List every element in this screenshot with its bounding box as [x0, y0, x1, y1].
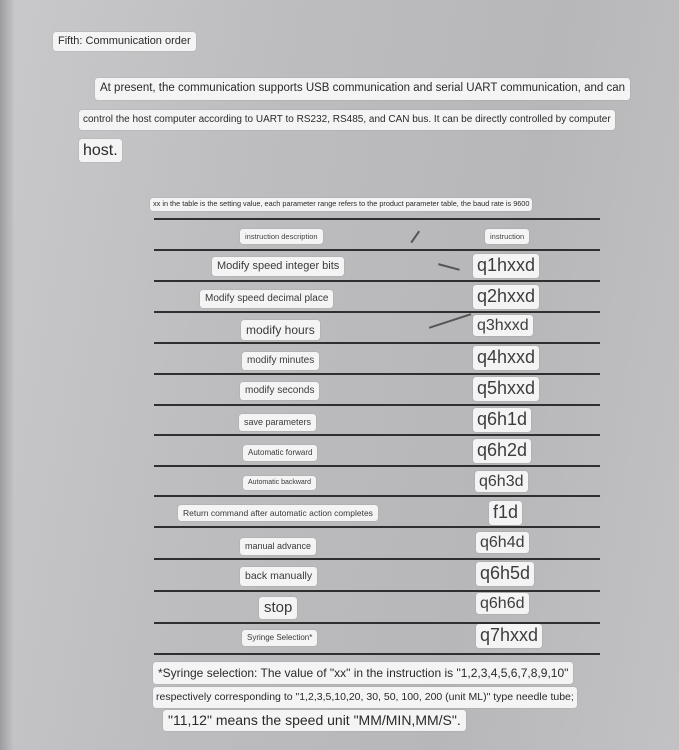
table-rule [154, 404, 600, 406]
row-description: Syringe Selection* [242, 630, 317, 646]
row-description: save parameters [239, 414, 316, 431]
row-description: back manually [240, 567, 317, 586]
pencil-mark [429, 313, 471, 328]
page-edge [0, 0, 14, 750]
intro-line-1: At present, the communication supports USB communication and serial UART communication, and can [95, 78, 630, 100]
row-instruction: q6h1d [473, 408, 531, 432]
row-description: modify seconds [240, 382, 319, 400]
row-description: Return command after automatic action completes [178, 505, 378, 521]
intro-line-3: host. [79, 139, 122, 162]
row-instruction: q2hxxd [473, 285, 539, 309]
section-heading: Fifth: Communication order [53, 32, 196, 51]
row-description: modify hours [241, 320, 320, 340]
column-header-description: instruction description [240, 229, 323, 244]
row-instruction: q6h2d [473, 439, 531, 463]
table-rule [154, 249, 600, 251]
row-instruction: q6h3d [475, 471, 528, 492]
row-instruction: q6h5d [476, 562, 534, 586]
table-rule [154, 526, 600, 528]
row-instruction: q3hxxd [473, 315, 533, 336]
table-rule [154, 280, 600, 282]
table-rule [154, 465, 600, 467]
row-description: Automatic forward [243, 445, 317, 461]
table-rule [154, 653, 600, 655]
row-description: manual advance [240, 538, 316, 555]
row-description: Modify speed decimal place [200, 290, 333, 308]
table-caption: xx in the table is the setting value, each parameter range refers to the product parameter table, the baud rate is 9600 [150, 198, 532, 211]
table-rule [154, 311, 600, 313]
row-description: Modify speed integer bits [212, 257, 344, 276]
row-instruction: q6h6d [476, 593, 529, 614]
table-rule [154, 373, 600, 375]
row-instruction: f1d [489, 501, 522, 525]
table-rule [154, 218, 600, 220]
table-rule [154, 434, 600, 436]
row-instruction: q6h4d [476, 532, 529, 553]
column-header-instruction: instruction [485, 229, 529, 244]
row-description: stop [259, 597, 297, 619]
footnote-line-1: *Syringe selection: The value of "xx" in the instruction is "1,2,3,4,5,6,7,8,9,10" [153, 662, 573, 684]
table-rule [154, 495, 600, 497]
intro-line-2: control the host computer according to UART to RS232, RS485, and CAN bus. It can be directly controlled by computer [79, 110, 615, 130]
row-instruction: q5hxxd [473, 377, 539, 401]
footnote-line-2: respectively corresponding to "1,2,3,5,10,20, 30, 50, 100, 200 (unit ML)" type needle tube; [153, 687, 577, 708]
pencil-mark [410, 231, 419, 243]
row-description: Automatic backward [243, 476, 316, 490]
table-rule [154, 590, 600, 592]
row-instruction: q7hxxd [476, 624, 542, 648]
table-rule [154, 558, 600, 560]
footnote-line-3: "11,12" means the speed unit "MM/MIN,MM/S". [163, 710, 466, 731]
row-description: modify minutes [242, 352, 319, 370]
pencil-mark [438, 263, 460, 270]
row-instruction: q1hxxd [473, 254, 539, 278]
table-rule [154, 342, 600, 344]
row-instruction: q4hxxd [473, 346, 539, 370]
